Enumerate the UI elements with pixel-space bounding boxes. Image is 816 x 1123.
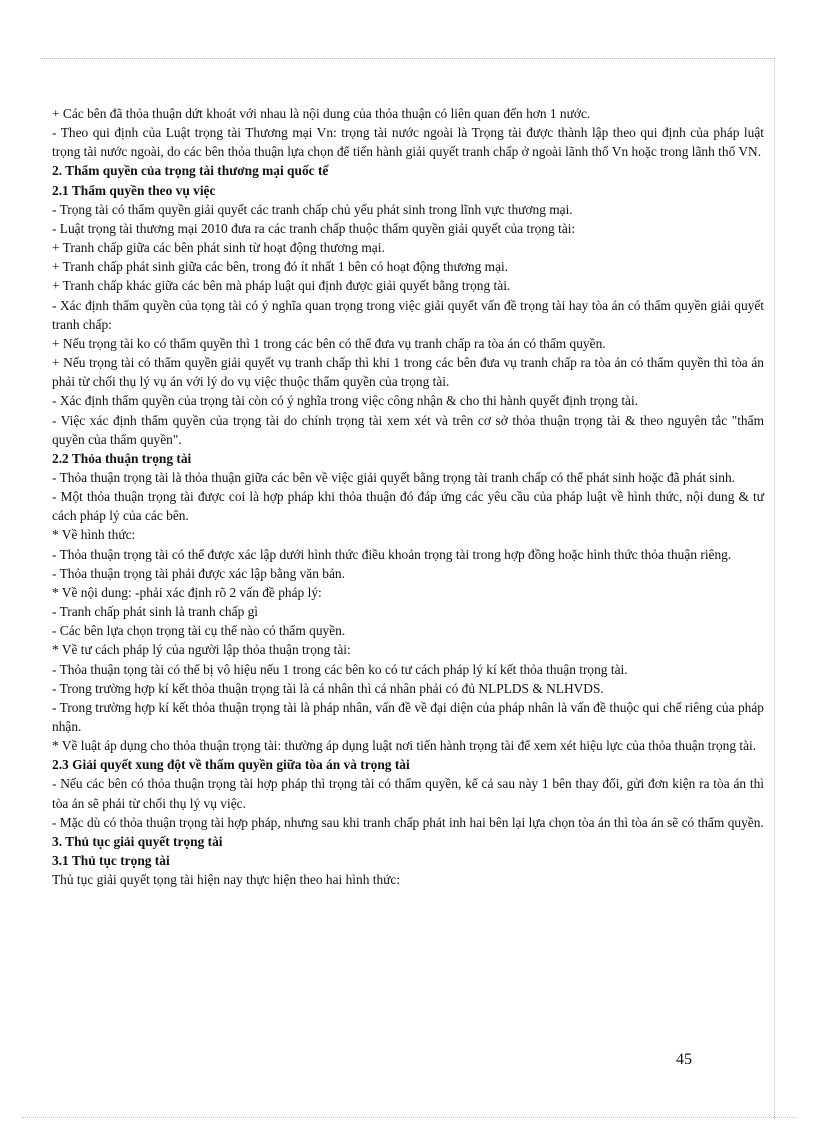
body-paragraph: - Mặc dù có thỏa thuận trọng tài hợp pháp, nhưng sau khi tranh chấp phát inh hai bên lại lựa chọn tòa án thì tòa án sẽ có thẩm quyền.	[52, 814, 764, 830]
document-body	[52, 104, 764, 889]
section-heading: 2.3 Giải quyết xung đột về thẩm quyền giữa tòa án và trọng tài	[52, 757, 410, 773]
body-paragraph: Thủ tục giải quyết tọng tài hiện nay thực hiện theo hai hình thức:	[52, 872, 401, 888]
body-paragraph: - Thỏa thuận trọng tài có thể được xác lập dưới hình thức điều khoản trọng tài trong hợp đồng hoặc hình thức thỏa thuận riêng.	[52, 546, 732, 562]
page-bottom-rule	[22, 1117, 796, 1118]
body-paragraph: + Tranh chấp khác giữa các bên mà pháp luật qui định được giải quyết bằng trọng tài.	[52, 278, 511, 294]
body-paragraph: - Thỏa thuận trọng tài là thỏa thuận giữa các bên về việc giải quyết bằng trọng tài tranh chấp có thể phát sinh hoặc đã phát sinh.	[52, 469, 736, 485]
body-paragraph: - Xác định thẩm quyền của tọng tài có ý nghĩa quan trọng trong việc giải quyết vấn đề trọng tài hay tòa án có thẩm quyền giải quyết tranh chấp:	[52, 297, 764, 332]
body-paragraph: - Một thỏa thuận trọng tài được coi là hợp pháp khi thỏa thuận đó đáp ứng các yêu cầu của pháp luật về hình thức, nội dung & tư cách pháp lý của các bên.	[52, 489, 764, 524]
section-heading: 2. Thẩm quyền của trọng tài thương mại quốc tế	[52, 163, 329, 179]
body-paragraph: - Tranh chấp phát sinh là tranh chấp gì	[52, 604, 259, 620]
body-paragraph: - Xác định thẩm quyền của trọng tài còn có ý nghĩa trong việc công nhận & cho thi hành quyết định trọng tài.	[52, 393, 639, 409]
body-paragraph: - Trọng tài có thẩm quyền giải quyết các tranh chấp chủ yếu phát sinh trong lĩnh vực thương mại.	[52, 201, 573, 217]
body-paragraph: - Luật trọng tài thương mại 2010 đưa ra các tranh chấp thuộc thẩm quyền giải quyết của trọng tài:	[52, 220, 576, 236]
body-paragraph: + Các bên đã thỏa thuận dứt khoát với nhau là nội dung của thỏa thuận có liên quan đến hơn 1 nước.	[52, 106, 591, 121]
page-number: 45	[676, 1051, 692, 1068]
body-paragraph: + Nếu trọng tài có thẩm quyền giải quyết vụ tranh chấp thì khi 1 trong các bên đưa vụ tranh chấp ra tòa án có thẩm quyền thì tòa án phải từ chối thụ lý vụ án với lý do vụ việc thuộc thẩm quyền của trọng tài.	[52, 355, 764, 390]
body-paragraph: + Tranh chấp phát sinh giữa các bên, trong đó ít nhất 1 bên có hoạt động thương mại.	[52, 259, 509, 275]
section-heading: 3.1 Thủ tục trọng tài	[52, 853, 170, 869]
body-paragraph: - Trong trường hợp kí kết thỏa thuận trọng tài là pháp nhân, vấn đề về đại diện của pháp nhân là vấn đề thuộc qui chế riêng của pháp nhận.	[52, 699, 764, 734]
body-paragraph: * Về hình thức:	[52, 527, 136, 543]
body-paragraph: - Trong trường hợp kí kết thỏa thuận trọng tài là cá nhân thì cá nhân phải có đủ NLPLDS & NLHVDS.	[52, 680, 604, 696]
body-paragraph: * Về luật áp dụng cho thỏa thuận trọng tài: thường áp dụng luật nơi tiến hành trọng tài để xem xét hiệu lực của thỏa thuận trọng tài.	[52, 738, 757, 754]
body-paragraph: - Thỏa thuận tọng tài có thể bị vô hiệu nếu 1 trong các bên ko có tư cách pháp lý kí kết thỏa thuận trọng tài.	[52, 661, 628, 677]
body-paragraph: - Việc xác định thẩm quyền của trọng tài do chính trọng tài xem xét và trên cơ sở thỏa thuận trọng tài & theo nguyên tắc "thẩm quyền của thẩm quyền".	[52, 412, 764, 447]
body-paragraph: - Các bên lựa chọn trọng tài cụ thể nào có thẩm quyền.	[52, 623, 346, 639]
body-paragraph: * Về tư cách pháp lý của người lập thỏa thuận trọng tài:	[52, 642, 351, 658]
section-heading: 3. Thủ tục giải quyết trọng tài	[52, 833, 223, 849]
body-paragraph: - Thỏa thuận trọng tài phải được xác lập bằng văn bản.	[52, 565, 345, 581]
body-paragraph: + Nếu trọng tài ko có thẩm quyền thì 1 trong các bên có thể đưa vụ tranh chấp ra tòa án có thẩm quyền.	[52, 335, 606, 351]
section-heading: 2.2 Thỏa thuận trọng tài	[52, 450, 192, 466]
body-paragraph: * Về nội dung: -phải xác định rõ 2 vấn đề pháp lý:	[52, 584, 322, 600]
body-paragraph: - Theo qui định của Luật trọng tài Thương mại Vn: trọng tài nước ngoài là Trọng tài được thành lập theo qui định của pháp luật trọng tài nước ngoài, do các bên thỏa thuận lựa chọn để tiến hành giải quyết tranh chấp ở ngoài lãnh thổ Vn hoặc trong lãnh thổ VN.	[52, 125, 764, 160]
section-heading: 2.1 Thẩm quyền theo vụ việc	[52, 182, 216, 198]
body-paragraph: + Tranh chấp giữa các bên phát sinh từ hoạt động thương mại.	[52, 240, 385, 256]
body-paragraph: - Nếu các bên có thỏa thuận trọng tài hợp pháp thì trọng tài có thẩm quyền, kể cả sau này 1 bên thay đổi, gửi đơn kiện ra tòa án thì tòa án sẽ phải từ chối thụ lý vụ việc.	[52, 776, 764, 811]
